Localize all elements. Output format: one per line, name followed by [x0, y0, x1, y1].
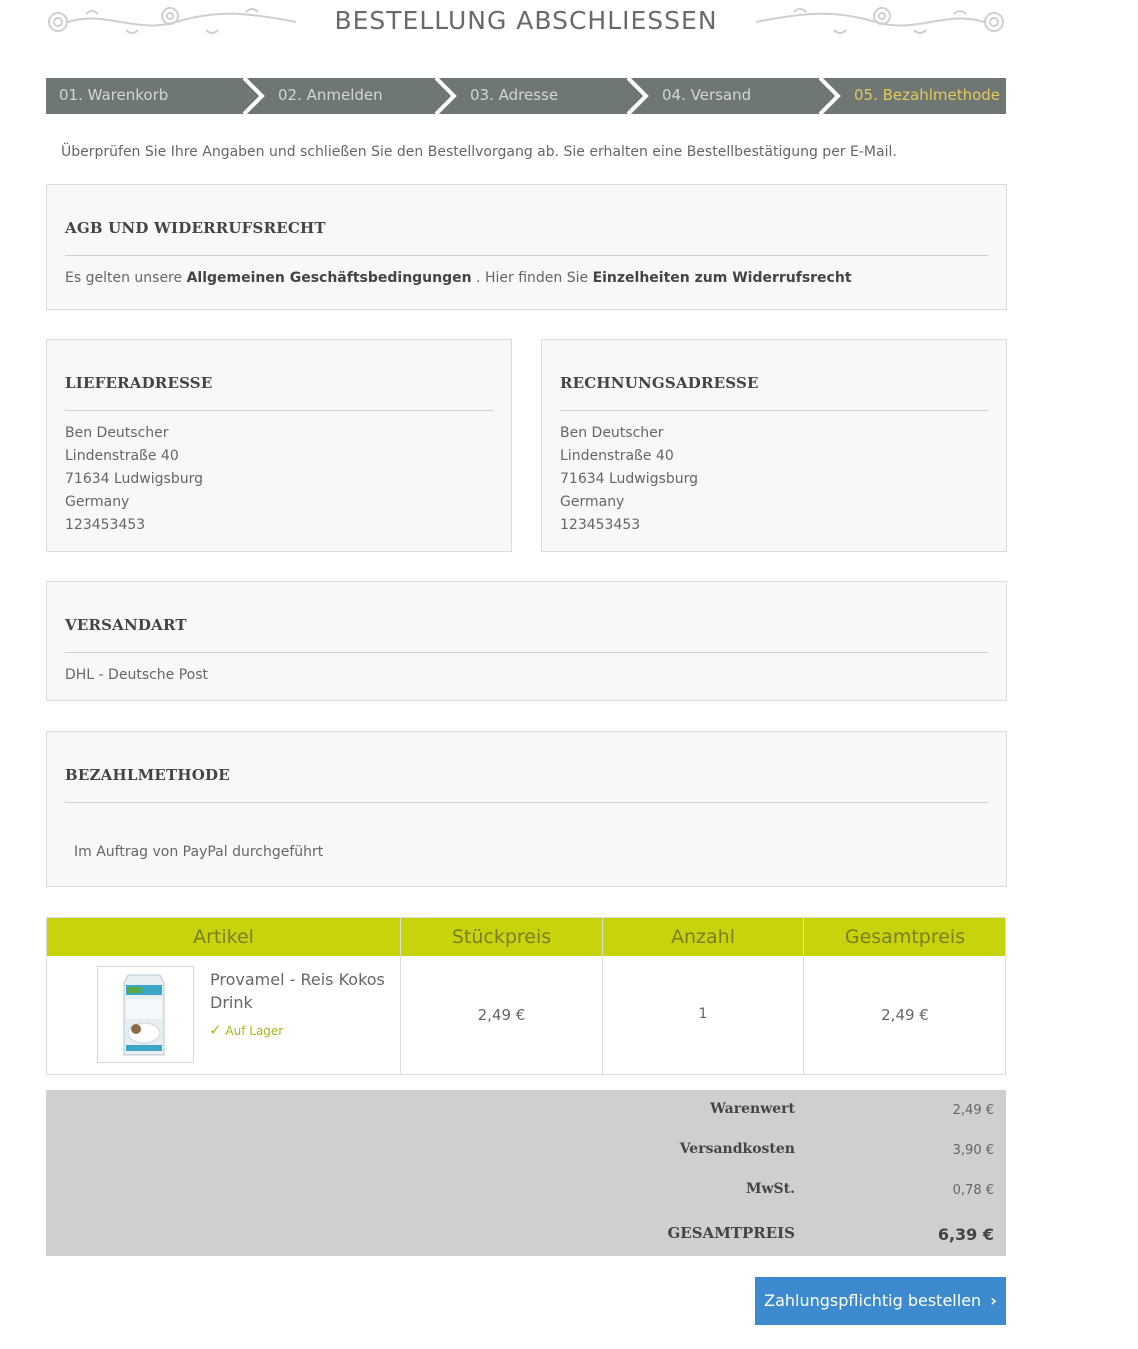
billing-name: Ben Deutscher [560, 425, 664, 441]
withdrawal-link[interactable]: Einzelheiten zum Widerrufsrecht [592, 270, 852, 286]
intro-text: Überprüfen Sie Ihre Angaben und schließen Sie den Bestellvorgang ab. Sie erhalten eine Bestellbestätigung per E-Mail. [61, 144, 897, 160]
terms-text-prefix: Es gelten unsere [65, 270, 187, 286]
header-unit-price: Stückpreis [451, 926, 552, 948]
divider [65, 255, 988, 256]
step-address[interactable]: 03. Adresse [470, 86, 559, 104]
grand-total-value: 6,39 € [937, 1225, 994, 1244]
payment-method: Im Auftrag von PayPal durchgeführt [74, 844, 324, 860]
left-ornament-icon [46, 4, 298, 40]
header-total-price: Gesamtpreis [844, 926, 966, 948]
subtotal-value: 2,49 € [952, 1103, 994, 1118]
billing-country: Germany [560, 494, 625, 510]
tax-value: 0,78 € [952, 1183, 994, 1198]
order-items-table [46, 917, 1006, 1075]
stock-label: Auf Lager [225, 1024, 284, 1038]
billing-address [560, 422, 698, 537]
line-total: 2,49 € [881, 1006, 929, 1024]
table-header [47, 918, 1005, 956]
place-order-button[interactable] [755, 1277, 1006, 1325]
divider [65, 652, 988, 653]
chevron-right-icon: › [990, 1291, 997, 1310]
header-article: Artikel [193, 926, 254, 948]
shipping-cost-value: 3,90 € [952, 1143, 994, 1158]
header-quantity: Anzahl [671, 926, 735, 948]
terms-text-middle: . Hier finden Sie [471, 270, 593, 286]
shipping-method-box [46, 581, 1007, 701]
terms-text [65, 267, 852, 290]
terms-title: AGB UND WIDERRUFSRECHT [65, 219, 326, 237]
payment-method-box [46, 731, 1007, 887]
divider [65, 802, 988, 803]
agb-link[interactable]: Allgemeinen Geschäftsbedingungen [186, 270, 472, 286]
delivery-phone: 123453453 [65, 517, 146, 533]
divider [65, 410, 493, 411]
order-totals [46, 1090, 1006, 1256]
stock-status [209, 1021, 283, 1039]
shipping-method: DHL - Deutsche Post [65, 667, 209, 683]
tax-label: MwSt. [746, 1181, 795, 1197]
shipping-title: VERSANDART [65, 616, 187, 634]
billing-title: RECHNUNGSADRESSE [560, 374, 759, 392]
column-divider [602, 918, 603, 1074]
page-title: BESTELLUNG ABSCHLIESSEN [334, 6, 718, 35]
right-ornament-icon [754, 4, 1006, 40]
delivery-name: Ben Deutscher [65, 425, 169, 441]
step-payment[interactable]: 05. Bezahlmethode [854, 86, 1001, 104]
step-separator-icon [242, 78, 270, 114]
place-order-label: Zahlungspflichtig bestellen [764, 1291, 982, 1310]
step-separator-icon [434, 78, 462, 114]
delivery-country: Germany [65, 494, 130, 510]
grand-total-label: GESAMTPREIS [667, 1224, 795, 1242]
payment-title: BEZAHLMETHODE [65, 766, 230, 784]
billing-phone: 123453453 [560, 517, 641, 533]
column-divider [803, 918, 804, 1074]
product-name[interactable]: Provamel - Reis Kokos Drink [210, 970, 385, 1012]
delivery-address [65, 422, 203, 537]
terms-box [46, 184, 1007, 310]
billing-address-box [541, 339, 1007, 552]
delivery-street: Lindenstraße 40 [65, 448, 179, 464]
step-shipping[interactable]: 04. Versand [662, 86, 752, 104]
checkmark-icon: ✓ [209, 1021, 222, 1039]
step-login[interactable]: 02. Anmelden [278, 86, 383, 104]
column-divider [400, 918, 401, 1074]
subtotal-label: Warenwert [710, 1101, 795, 1117]
quantity: 1 [698, 1006, 708, 1022]
divider [560, 410, 988, 411]
delivery-city: 71634 Ludwigsburg [65, 471, 203, 487]
step-separator-icon [818, 78, 846, 114]
billing-street: Lindenstraße 40 [560, 448, 674, 464]
shipping-cost-label: Versandkosten [679, 1141, 795, 1157]
billing-city: 71634 Ludwigsburg [560, 471, 698, 487]
step-separator-icon [626, 78, 654, 114]
drink-carton-icon [98, 967, 193, 1062]
step-cart[interactable]: 01. Warenkorb [59, 86, 169, 104]
unit-price: 2,49 € [477, 1006, 526, 1024]
product-image[interactable] [97, 966, 194, 1063]
checkout-steps [46, 78, 1006, 114]
delivery-title: LIEFERADRESSE [65, 374, 213, 392]
delivery-address-box [46, 339, 512, 552]
